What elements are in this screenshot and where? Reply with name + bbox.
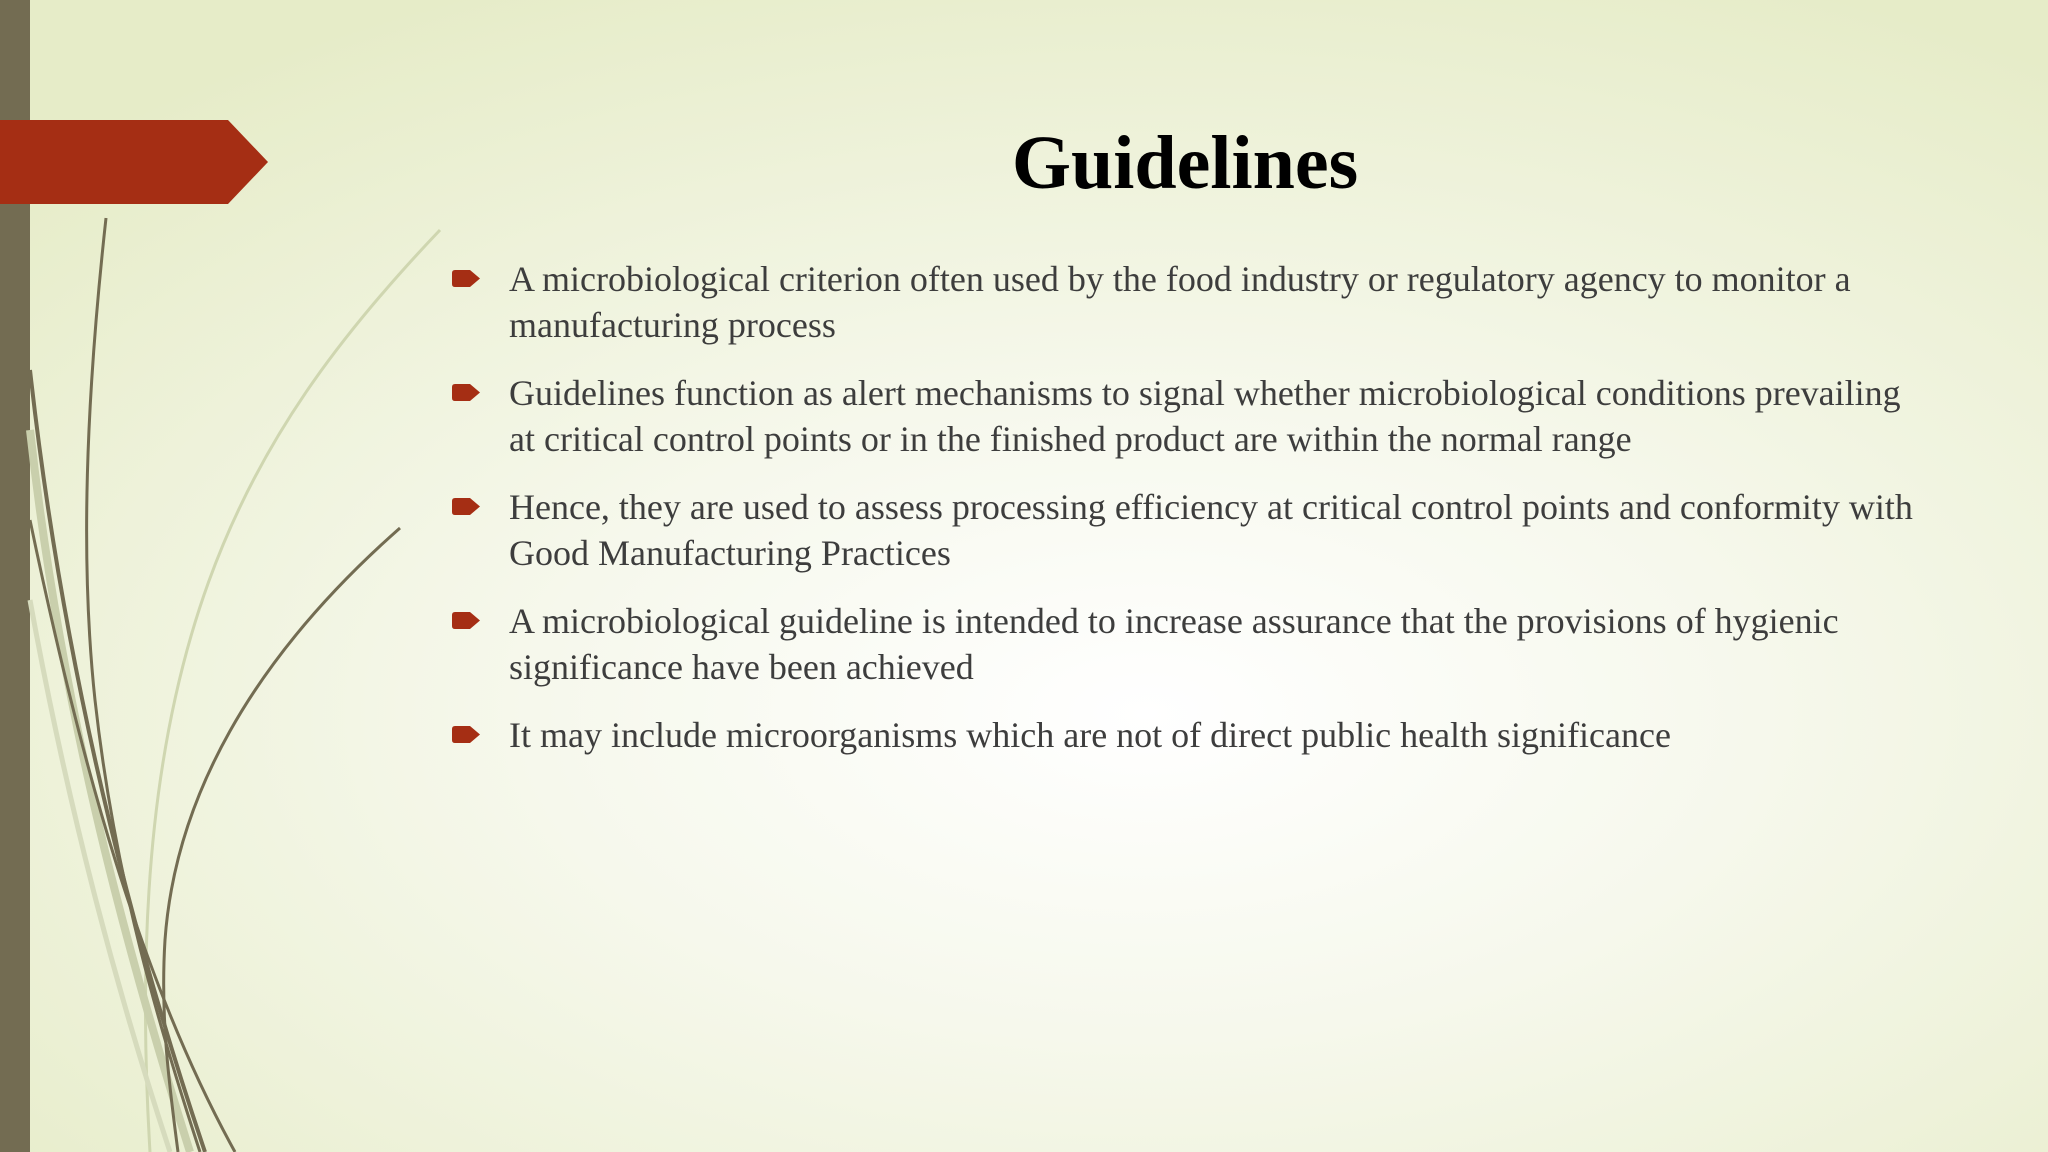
bullet-text: Hence, they are used to assess processing efficiency at critical control points and conformity with Good Manufacturing Practices	[509, 487, 1913, 573]
bullet-list	[452, 256, 1932, 780]
arrow-bullet-icon	[452, 384, 480, 401]
decor-curve-light-1	[145, 230, 440, 1152]
bullet-text: A microbiological criterion often used by the food industry or regulatory agency to monitor a manufacturing process	[509, 259, 1851, 345]
arrow-bullet-icon	[452, 612, 480, 629]
bullet-text: A microbiological guideline is intended to increase assurance that the provisions of hygienic significance have been achieved	[509, 601, 1839, 687]
bullet-text: Guidelines function as alert mechanisms to signal whether microbiological conditions prevailing at critical control points or in the finished product are within the normal range	[509, 373, 1901, 459]
bullet-item	[452, 712, 1932, 758]
arrow-bullet-icon	[452, 726, 480, 743]
slide-title: Guidelines	[1011, 121, 1359, 205]
decor-curve-dark-4	[164, 528, 400, 1152]
red-arrow-banner	[0, 120, 268, 204]
arrow-bullet-icon	[452, 498, 480, 515]
bullet-item	[452, 370, 1932, 462]
bullet-item	[452, 484, 1932, 576]
decor-curve-dark-3	[30, 520, 235, 1152]
bullet-item	[452, 598, 1932, 690]
bullet-item	[452, 256, 1932, 348]
decor-curve-dark-1	[87, 218, 200, 1152]
arrow-bullet-icon	[452, 270, 480, 287]
bullet-text: It may include microorganisms which are not of direct public health significance	[509, 715, 1671, 755]
